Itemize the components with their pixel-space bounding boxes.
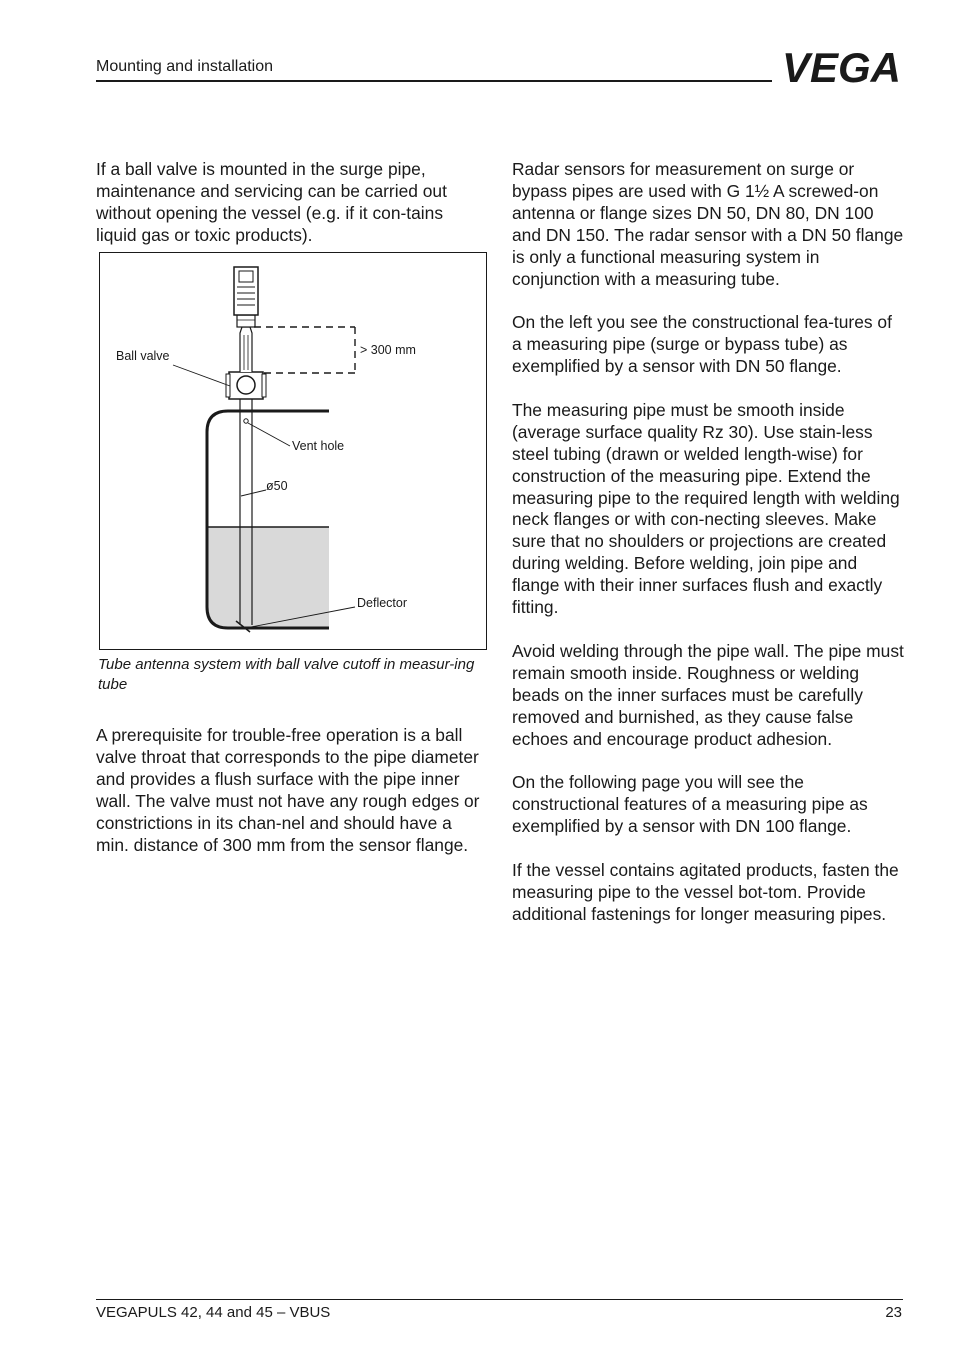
sensor-flange — [237, 315, 255, 327]
logo-text: VEGA — [782, 49, 901, 85]
page-number: 23 — [885, 1304, 902, 1321]
label-diameter: ø50 — [266, 479, 288, 493]
header-divider — [96, 80, 772, 82]
figure-caption: Tube antenna system with ball valve cutoff in measur-ing tube — [98, 656, 475, 693]
right-paragraph-4: Avoid welding through the pipe wall. The pipe must remain smooth inside. Roughness or welding beads on the inner surfaces must be carefully removed and burnished, as they cause false echoes and encourage product adhesion. — [512, 640, 904, 749]
footer-product: VEGAPULS 42, 44 and 45 – VBUS — [96, 1304, 331, 1321]
label-distance: > 300 mm — [360, 343, 416, 357]
right-paragraph-5: On the following page you will see the constructional features of a measuring pipe as exemplified by a sensor with DN 100 flange. — [512, 772, 868, 837]
right-paragraph-6: If the vessel contains agitated products, fasten the measuring pipe to the vessel bot-tom. Provide additional fastenings for longer measuring pipes. — [512, 859, 899, 924]
left-body — [96, 725, 488, 878]
label-vent-hole: Vent hole — [292, 439, 345, 453]
vega-logo — [782, 49, 902, 85]
figure-tube-antenna — [99, 252, 487, 650]
right-paragraph-2: On the left you see the constructional fea-tures of a measuring pipe (surge or bypass tube) as exemplified by a sensor with DN 50 flange. — [512, 312, 892, 377]
ball-valve-flange-right — [262, 374, 266, 397]
prerequisite-paragraph: A prerequisite for trouble-free operation is a ball valve throat that corresponds to the pipe diameter and provides a flush surface with the pipe inner wall. The valve must not have any rough edges or constrictions in its chan-nel and should have a min. distance of 300 mm from the sensor flange. — [96, 725, 480, 855]
right-paragraph-1: Radar sensors for measurement on surge or bypass pipes are used with G 1½ A screwed-on antenna or flange sizes DN 50, DN 80, DN 100 and DN 150. The radar sensor with a DN 50 flange is only a functional measuring system in conjunction with a measuring tube. — [512, 159, 904, 289]
footer-divider — [96, 1299, 903, 1300]
vent-hole — [244, 419, 248, 423]
label-deflector: Deflector — [357, 596, 408, 610]
section-title: Mounting and installation — [96, 58, 274, 75]
intro-paragraph: If a ball valve is mounted in the surge pipe, maintenance and servicing can be carried out without opening the vessel (e.g. if it con-tains liquid gas or toxic products). — [96, 159, 447, 245]
right-column — [512, 159, 904, 948]
antenna-horn — [240, 327, 252, 372]
product-fill — [207, 527, 329, 628]
ball-valve-ball — [237, 376, 255, 394]
leader-ball-valve — [173, 365, 230, 386]
leader-diameter — [241, 490, 266, 496]
right-paragraph-3: The measuring pipe must be smooth inside (average surface quality Rz 30). Use stain-less steel tubing (drawn or welded length-wise) for construction of the measuring pipe. Extend the measuring pipe to the required length with welding neck flanges or with con-necting sleeves. Make sure that no shoulders or projections are created during welding. Before welding, join pipe and flange with their inner surfaces flush and exactly fitting. — [512, 399, 900, 618]
sensor-display — [239, 271, 253, 282]
leader-vent-hole — [248, 423, 290, 446]
label-ball-valve: Ball valve — [116, 349, 170, 363]
